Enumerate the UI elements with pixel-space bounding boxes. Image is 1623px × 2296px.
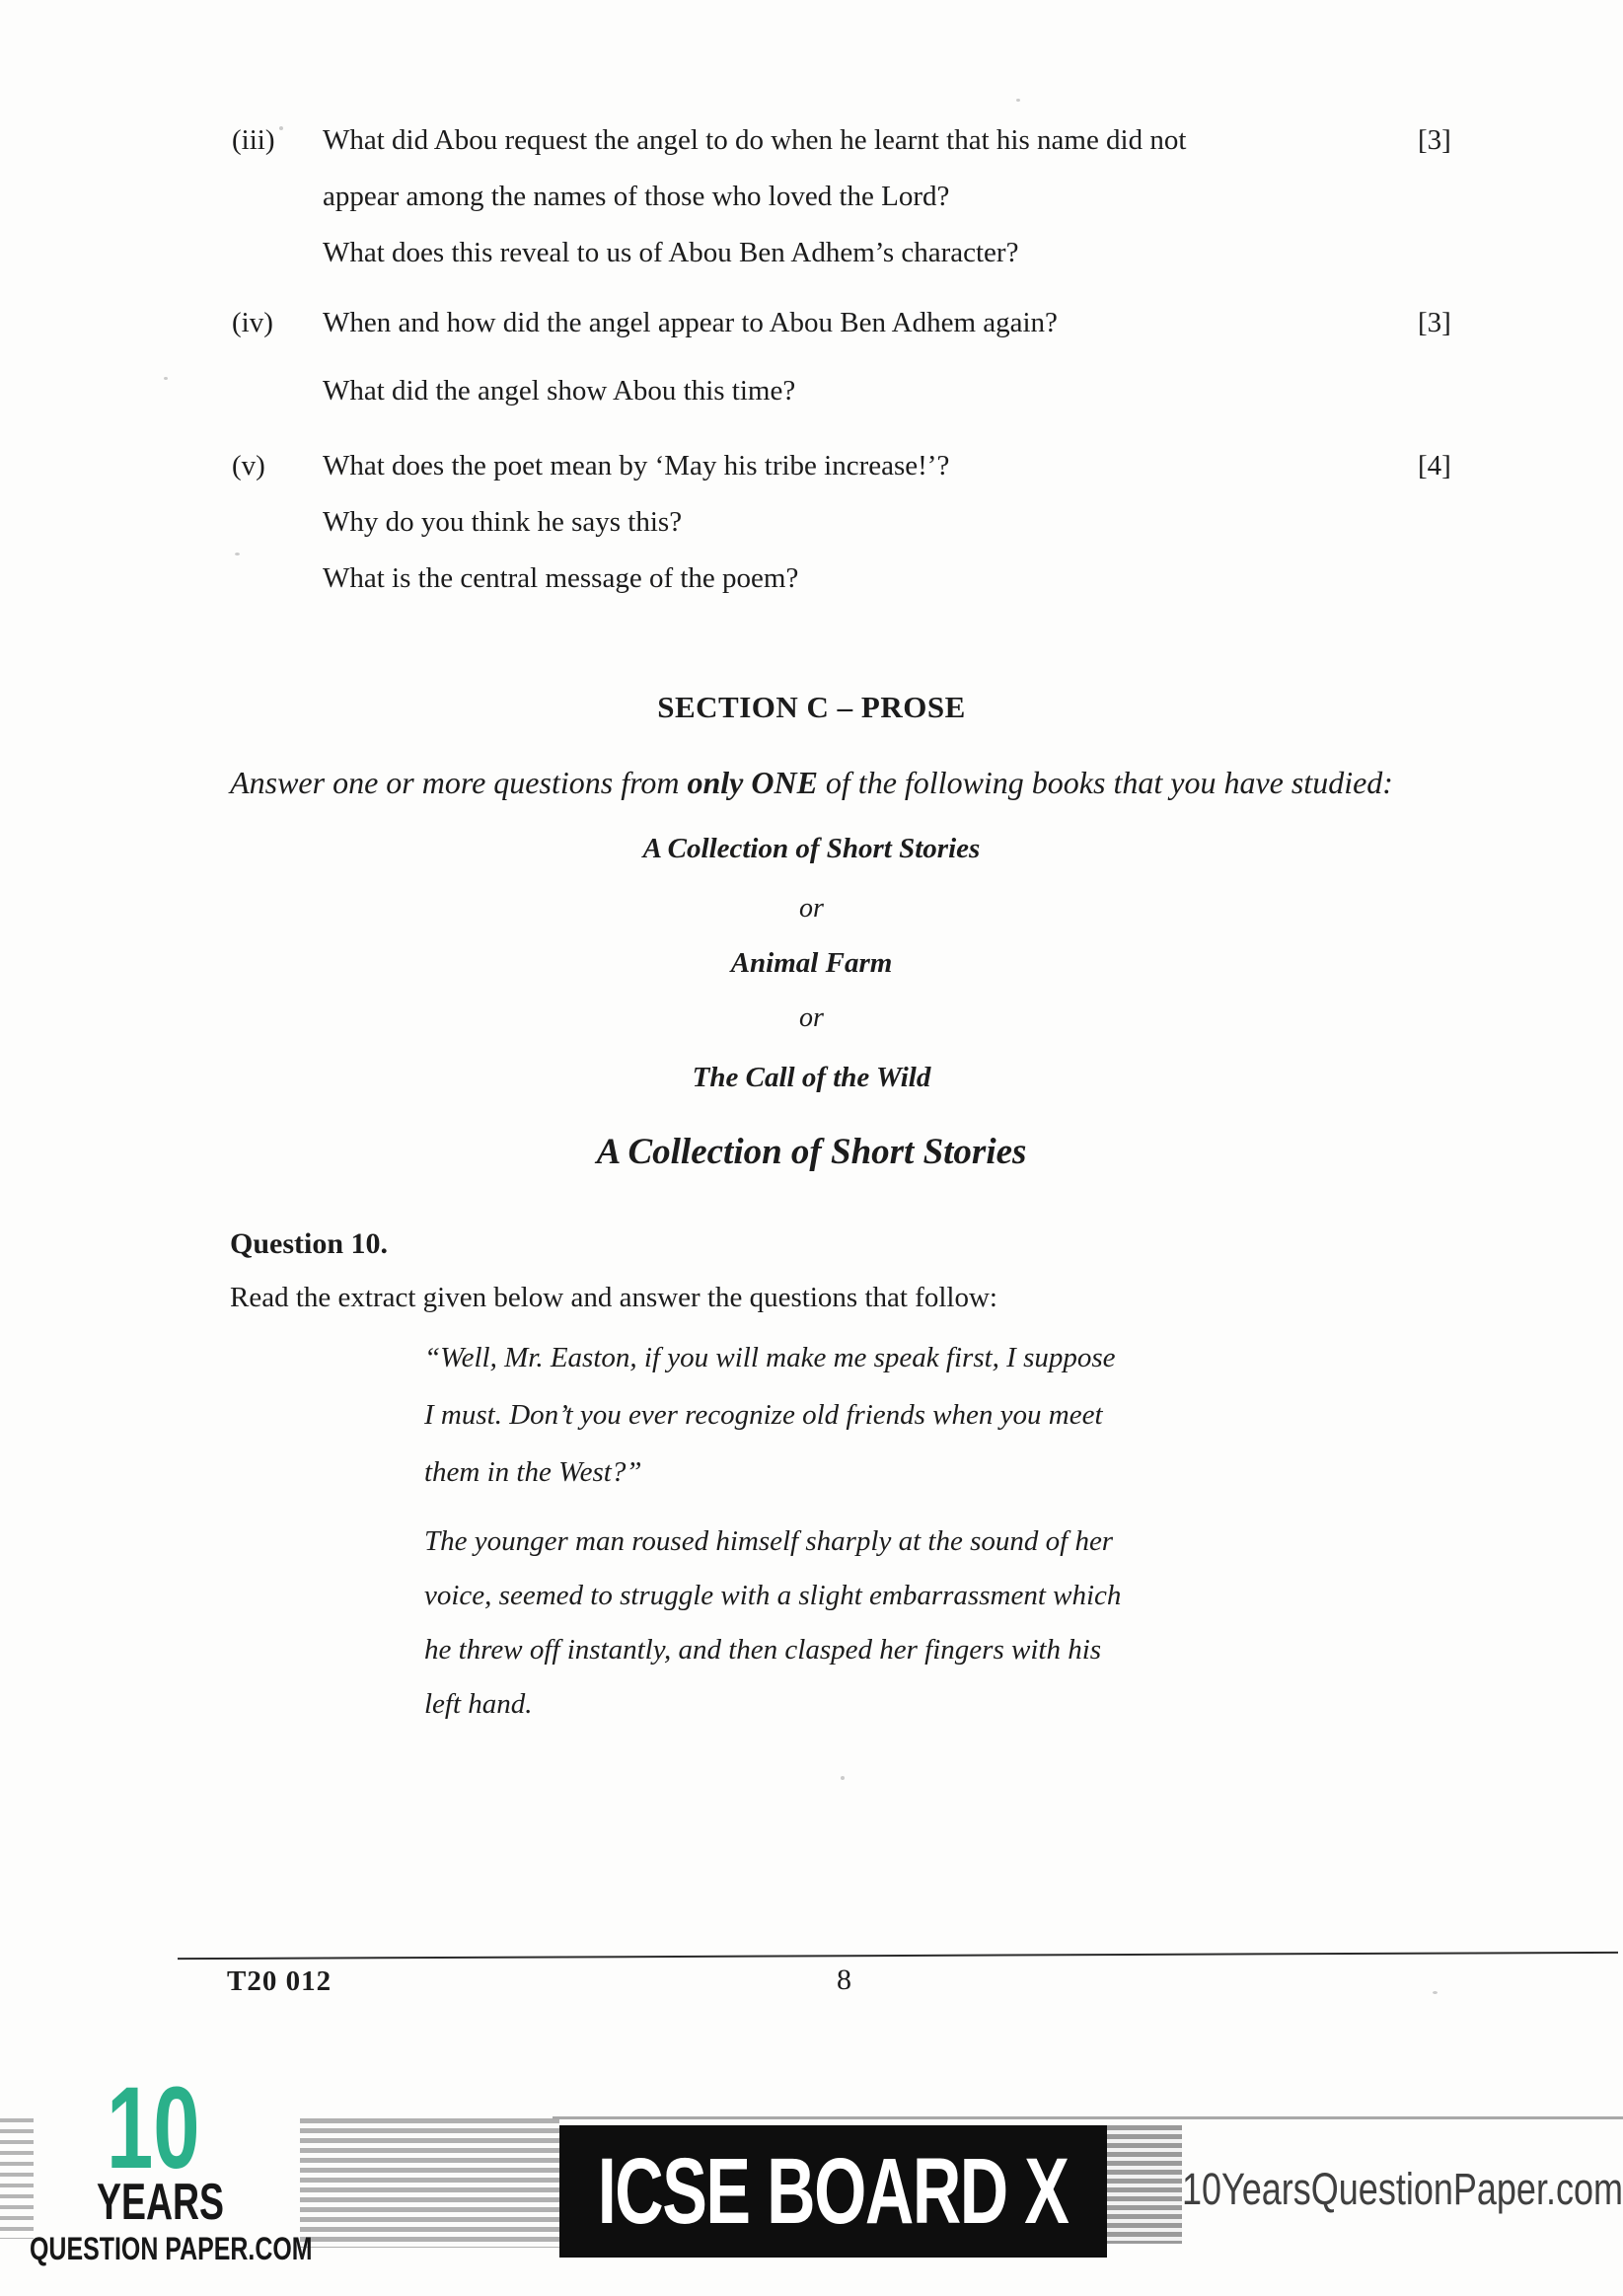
question-number: (iv) xyxy=(232,307,273,338)
question-line: When and how did the angel appear to Abou Ben Adhem again? xyxy=(323,307,1058,338)
question-text xyxy=(323,295,1388,419)
paper-code: T20 012 xyxy=(227,1965,332,1997)
selected-book-title: A Collection of Short Stories xyxy=(596,1132,1027,1172)
section-instruction xyxy=(0,763,1623,802)
scan-speck xyxy=(1016,99,1020,102)
section-heading: SECTION C – PROSE xyxy=(657,690,966,724)
logo-site-caps: QUESTION PAPER.COM xyxy=(30,2231,313,2266)
question-number: (iii) xyxy=(232,124,275,156)
question-text xyxy=(323,112,1388,281)
extract-narration-line: The younger man roused himself sharply at the sound of her xyxy=(424,1525,1114,1557)
question-line: What did the angel show Abou this time? xyxy=(323,375,796,407)
logo-10-number: 10 xyxy=(107,2063,200,2193)
instruction-suffix: of the following books that you have studied: xyxy=(817,765,1393,800)
extract-quote-line: I must. Don’t you ever recognize old friends when you meet xyxy=(424,1399,1103,1431)
question-line: appear among the names of those who loved the Lord? xyxy=(323,181,950,212)
banner-rule xyxy=(553,2116,1623,2119)
instruction-prefix: Answer one or more questions from xyxy=(230,765,688,800)
stripes-right-decoration xyxy=(1107,2125,1182,2244)
watermark-banner xyxy=(0,2052,1623,2296)
question-line: What did Abou request the angel to do when he learnt that his name did not xyxy=(323,124,1187,156)
extract-quote-line: them in the West?” xyxy=(424,1456,642,1488)
or-separator: or xyxy=(799,1002,824,1033)
logo-years-word: YEARS xyxy=(97,2174,224,2231)
question-line: Why do you think he says this? xyxy=(323,506,683,538)
stripes-mid-decoration xyxy=(300,2118,559,2248)
instruction-emphasis: only ONE xyxy=(687,765,818,800)
question10-intro: Read the extract given below and answer the questions that follow: xyxy=(230,1282,997,1313)
scan-speck xyxy=(279,126,283,130)
scan-speck xyxy=(164,377,168,380)
scan-speck xyxy=(841,1776,845,1780)
question-line: What does this reveal to us of Abou Ben Adhem’s character? xyxy=(323,237,1019,268)
extract-quote-line: “Well, Mr. Easton, if you will make me speak first, I suppose xyxy=(424,1342,1116,1373)
extract-narration-line: left hand. xyxy=(424,1688,533,1720)
site-url-text: 10YearsQuestionPaper.com xyxy=(1182,2164,1623,2214)
scan-speck xyxy=(1433,1991,1438,1994)
marks-badge: [3] xyxy=(1418,124,1451,156)
footer-rule xyxy=(178,1952,1618,1960)
question-text xyxy=(323,438,1388,607)
extract-quote xyxy=(424,1329,1243,1501)
stripes-left-decoration xyxy=(0,2118,34,2239)
question-number: (v) xyxy=(232,450,265,481)
book-option: The Call of the Wild xyxy=(692,1062,931,1093)
marks-badge: [4] xyxy=(1418,450,1451,481)
book-option: A Collection of Short Stories xyxy=(642,833,981,864)
or-separator: or xyxy=(799,893,824,924)
extract-narration xyxy=(424,1515,1243,1732)
question-line: What does the poet mean by ‘May his tribe increase!’? xyxy=(323,450,950,481)
question10-label: Question 10. xyxy=(230,1227,389,1260)
question-line: What is the central message of the poem? xyxy=(323,562,799,594)
icse-board-banner xyxy=(559,2125,1107,2258)
icse-board-label: ICSE BOARD X xyxy=(598,2138,1069,2244)
scan-speck xyxy=(235,553,240,555)
book-option: Animal Farm xyxy=(730,947,893,979)
page-number: 8 xyxy=(837,1963,851,1996)
marks-badge: [3] xyxy=(1418,307,1451,338)
extract-narration-line: he threw off instantly, and then clasped her fingers with his xyxy=(424,1634,1102,1666)
extract-narration-line: voice, seemed to struggle with a slight embarrassment which xyxy=(424,1580,1122,1611)
